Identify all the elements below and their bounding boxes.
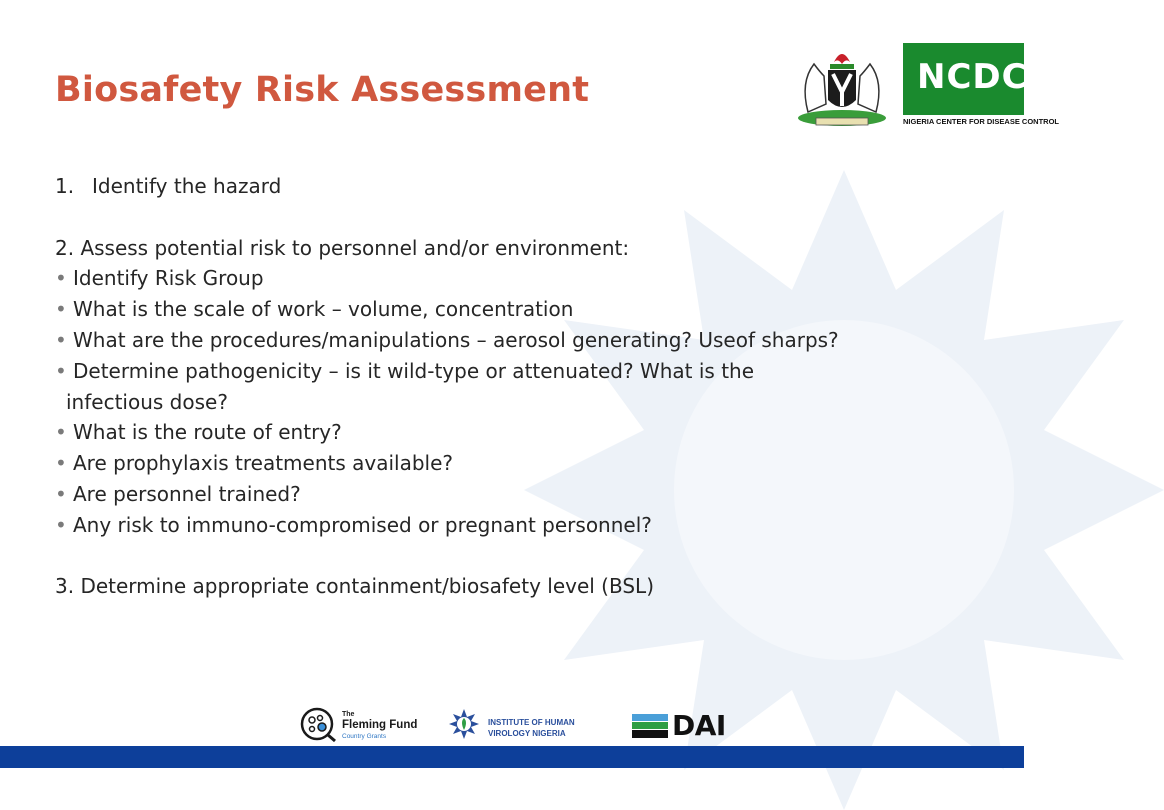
ncdc-logo-box bbox=[903, 43, 1028, 115]
bullet-icon: • bbox=[55, 451, 67, 476]
bullet-continuation: infectious dose? bbox=[66, 389, 228, 414]
bullet-item bbox=[55, 356, 895, 387]
bullet-item bbox=[55, 479, 895, 510]
fleming-fund-logo bbox=[300, 706, 425, 742]
bullet-item bbox=[55, 417, 895, 448]
bullet-item bbox=[55, 325, 895, 356]
bullet-icon: • bbox=[55, 420, 67, 445]
fleming-fund-the: The bbox=[342, 711, 355, 718]
bullet-text: Identify Risk Group bbox=[73, 266, 264, 291]
spacer bbox=[55, 541, 895, 572]
spacer bbox=[55, 202, 895, 233]
footer-bar bbox=[0, 746, 1024, 768]
bullet-icon: • bbox=[55, 358, 67, 383]
ihvn-logo bbox=[448, 708, 588, 742]
dai-logo-text: DAI bbox=[672, 709, 726, 742]
bullet-item bbox=[55, 294, 895, 325]
bullet-text: What is the scale of work – volume, concentration bbox=[73, 297, 574, 322]
bullet-item bbox=[55, 263, 895, 294]
fleming-fund-subtitle: Country Grants bbox=[342, 733, 387, 740]
bullet-icon: • bbox=[55, 481, 67, 506]
ncdc-logo-subtitle: NIGERIA CENTER FOR DISEASE CONTROL bbox=[903, 117, 1059, 126]
ncdc-logo bbox=[903, 43, 1059, 129]
coat-of-arms-logo bbox=[790, 42, 894, 128]
bullet-text: What is the route of entry? bbox=[73, 420, 342, 445]
list-item-2-heading: 2. Assess potential risk to personnel and/or environment: bbox=[55, 235, 630, 260]
bullet-text: What are the procedures/manipulations – aerosol generating? Useof sharps? bbox=[73, 327, 839, 352]
bullet-text: Are personnel trained? bbox=[73, 481, 301, 506]
fleming-fund-name: Fleming Fund bbox=[342, 719, 418, 731]
bullet-text: Are prophylaxis treatments available? bbox=[73, 451, 454, 476]
bullet-text: Any risk to immuno-compromised or pregnant personnel? bbox=[73, 512, 652, 537]
bullet-item bbox=[55, 448, 895, 479]
ihvn-icon bbox=[448, 708, 480, 740]
list-item-3: 3. Determine appropriate containment/biosafety level (BSL) bbox=[55, 574, 654, 599]
slide-title: Biosafety Risk Assessment bbox=[55, 70, 590, 110]
dai-logo bbox=[632, 709, 732, 742]
bullet-item bbox=[55, 510, 895, 541]
bullet-icon: • bbox=[55, 266, 67, 291]
ihvn-name-line1: INSTITUTE OF HUMAN bbox=[488, 718, 575, 727]
bullet-text: Determine pathogenicity – is it wild-type or attenuated? What is the bbox=[73, 358, 755, 383]
bullet-icon: • bbox=[55, 512, 67, 537]
footer-logos bbox=[0, 700, 1024, 746]
bullet-icon: • bbox=[55, 297, 67, 322]
list-item-1-number: 1. bbox=[55, 174, 75, 198]
ncdc-logo-text: NCDC bbox=[917, 57, 1028, 97]
dai-flag-icon bbox=[632, 714, 668, 738]
list-item-1 bbox=[55, 171, 895, 202]
ihvn-name-line2: VIROLOGY NIGERIA bbox=[488, 729, 566, 738]
slide-body bbox=[55, 171, 895, 602]
bullet-icon: • bbox=[55, 327, 67, 352]
list-item-1-text: Identify the hazard bbox=[92, 174, 282, 198]
fleming-fund-icon bbox=[300, 706, 338, 742]
